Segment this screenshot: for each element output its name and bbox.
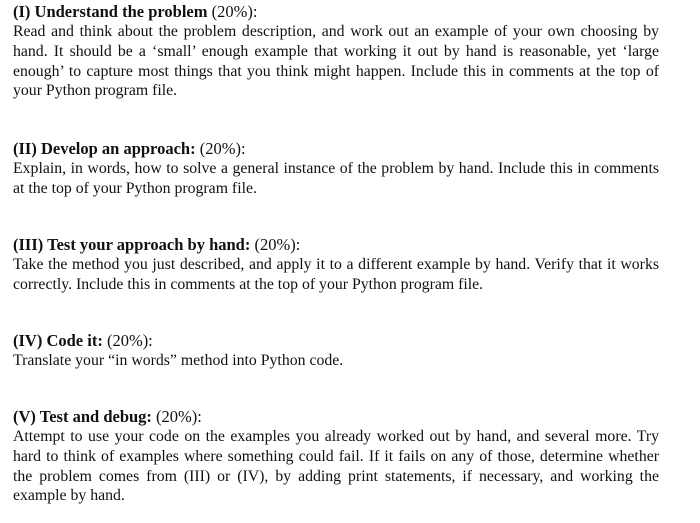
section-title: (IV) Code it:	[13, 331, 103, 350]
section-heading	[13, 235, 659, 255]
section-heading	[13, 407, 659, 427]
section-title: (II) Develop an approach:	[13, 139, 196, 158]
section-weight: (20%):	[254, 235, 301, 254]
section-weight: (20%):	[199, 139, 246, 158]
section-develop-approach	[13, 139, 659, 199]
section-heading	[13, 2, 659, 22]
section-understand-problem	[13, 2, 659, 101]
section-heading	[13, 331, 659, 351]
section-body: Read and think about the problem description, and work out an example of your own choosing by hand. It should be a ‘small’ enough example that working it out by hand is reasonable, yet ‘large enough’ to capture most things that you think might happen. Include this in comments at the top of your Python program file.	[13, 23, 659, 100]
section-weight: (20%):	[156, 407, 202, 426]
section-title: (V) Test and debug:	[13, 407, 152, 426]
section-test-by-hand	[13, 235, 659, 295]
section-test-and-debug	[13, 407, 659, 506]
section-code-it	[13, 331, 659, 371]
section-body: Attempt to use your code on the examples you already worked out by hand, and several more. Try hard to think of examples where something could fail. If it fails on any of those, determine whether the problem comes from (III) or (IV), by adding print statements, if necessary, and working the example by hand.	[13, 428, 659, 505]
section-weight: (20%):	[211, 2, 258, 21]
section-weight: (20%):	[106, 331, 153, 350]
section-heading	[13, 139, 659, 159]
section-body: Take the method you just described, and apply it to a different example by hand. Verify that it works correctly. Include this in comments at the top of your Python program file.	[13, 256, 659, 293]
section-title: (I) Understand the problem	[13, 2, 208, 21]
section-body: Translate your “in words” method into Python code.	[13, 352, 344, 369]
section-title: (III) Test your approach by hand:	[13, 235, 251, 254]
section-body: Explain, in words, how to solve a general instance of the problem by hand. Include this in comments at the top of your Python program file.	[13, 160, 659, 197]
